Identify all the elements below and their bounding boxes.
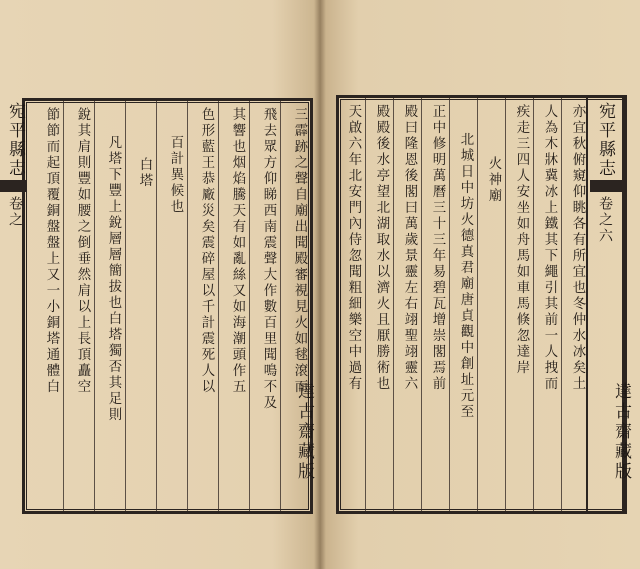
fishtail-mark (0, 180, 26, 192)
book-gutter (314, 0, 326, 569)
column-rule (218, 101, 219, 511)
column-rule (94, 101, 95, 511)
text-column: 其響也烟焰騰天有如亂絲又如海潮頭作五 (230, 107, 245, 395)
text-column: 飛去眾方仰睇西南震聲大作數百里聞鳴不及 (261, 107, 276, 411)
column-rule (249, 101, 250, 511)
book-title-margin: 宛平縣志 (5, 102, 25, 178)
publisher-mark: 達古齋藏版 (294, 382, 314, 482)
text-column: 人為木牀冀冰上鐵其下繩引其前一人拽而 (542, 104, 557, 392)
column-rule (63, 101, 64, 511)
right-text-frame (336, 95, 627, 514)
publisher-mark: 達古齋藏版 (611, 382, 631, 482)
volume-label: 卷之六 (597, 196, 613, 244)
text-column: 節節而起頂覆銅盤盤上又一小銅塔通體白 (44, 107, 59, 395)
column-rule (477, 98, 478, 511)
text-column: 百計異候也 (168, 135, 183, 215)
text-column: 亦宜秋俯窺仰眺各有所宜也冬仲水冰矣土 (570, 104, 585, 392)
column-rule (365, 98, 366, 511)
column-rule (449, 98, 450, 511)
section-heading: 白塔 (137, 157, 152, 189)
fishtail-mark (590, 180, 622, 192)
column-rule (561, 98, 562, 511)
column-rule (156, 101, 157, 511)
text-column: 殿殿後水亭望北湖取水以濟火且厭勝術也 (374, 104, 389, 392)
volume-label: 卷之 (7, 196, 23, 228)
section-heading: 火神廟 (486, 156, 501, 204)
column-rule (280, 101, 281, 511)
text-column: 天啟六年北安門內侍忽聞粗細樂空中過有 (346, 104, 361, 392)
text-column: 正中修明萬曆三十三年易碧瓦增崇閣焉前 (430, 104, 445, 392)
column-rule (505, 98, 506, 511)
text-column: 凡塔下豐上銳層層簡拔也白塔獨否其足則 (106, 135, 121, 423)
book-title-margin: 宛平縣志 (595, 102, 615, 178)
left-text-frame (22, 98, 313, 514)
text-column: 殿曰隆恩後閣曰萬歲景靈左右翊聖翊靈六 (402, 104, 417, 392)
column-rule (533, 98, 534, 511)
text-column: 北城日中坊火德真君廟唐貞觀中創址元至 (458, 132, 473, 420)
column-rule (125, 101, 126, 511)
text-column: 三霹跡之聲自廟出聞殿審視見火如毬滾而 (292, 107, 307, 395)
text-column: 疾走三四人安坐如舟馬如車馬倏忽達岸 (514, 104, 529, 376)
column-rule (393, 98, 394, 511)
column-rule (187, 101, 188, 511)
text-column: 色形藍王恭廠災矣震碎屋以千計震死人以 (199, 107, 214, 395)
column-rule (421, 98, 422, 511)
text-column: 銳其肩則豐如腰之倒垂然肩以上長頂矗空 (75, 107, 90, 395)
